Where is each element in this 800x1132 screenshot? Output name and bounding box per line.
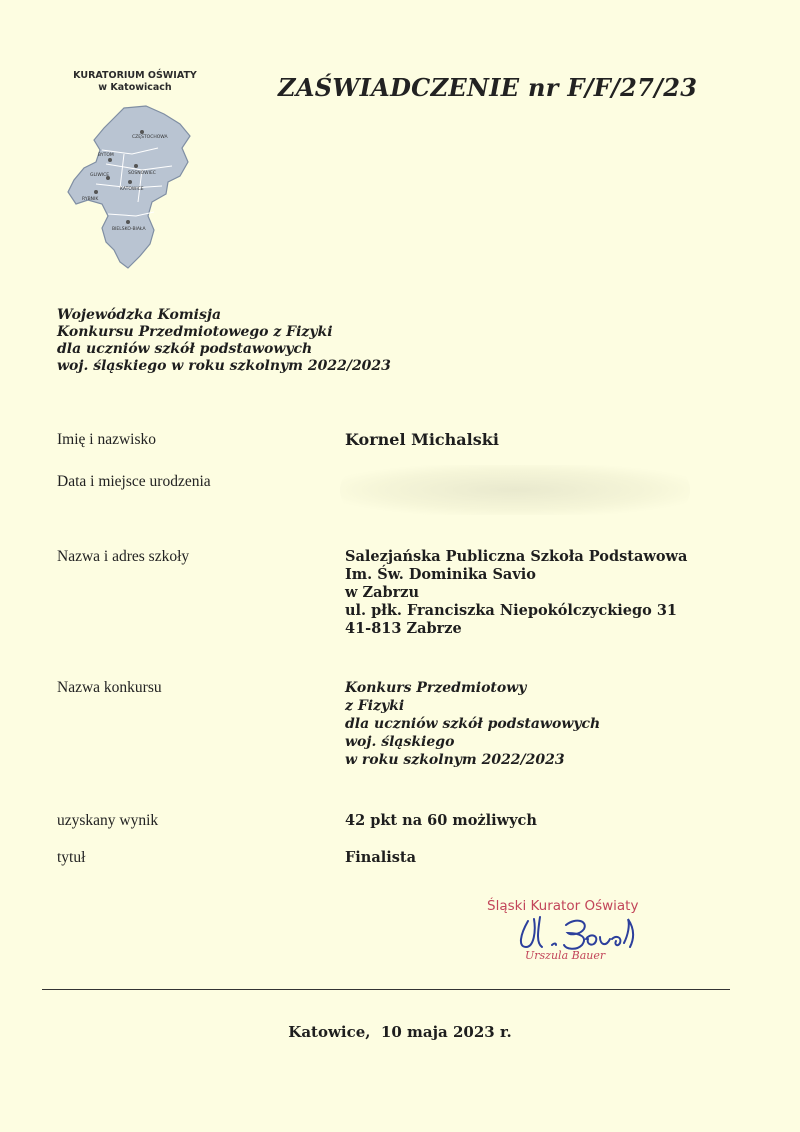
school-address bbox=[345, 548, 687, 638]
title-value: Finalista bbox=[345, 849, 417, 866]
commission-line: dla uczniów szkół podstawowych bbox=[57, 341, 313, 357]
name-value: Kornel Michalski bbox=[345, 430, 499, 449]
map-label-bytom: BYTOM bbox=[98, 153, 114, 158]
result-label: uzyskany wynik bbox=[57, 812, 159, 829]
commission-line: woj. śląskiego w roku szkolnym 2022/2023 bbox=[57, 358, 391, 374]
contest-line: w roku szkolnym 2022/2023 bbox=[345, 752, 565, 768]
school-line: w Zabrzu bbox=[345, 584, 420, 601]
institution-name-line2: w Katowicach bbox=[98, 82, 172, 93]
school-line: Salezjańska Publiczna Szkoła Podstawowa bbox=[345, 548, 688, 565]
contest-label: Nazwa konkursu bbox=[57, 679, 162, 696]
institution-name-line1: KURATORIUM OŚWIATY bbox=[73, 70, 197, 81]
school-line: ul. płk. Franciszka Niepokólczyckiego 31 bbox=[345, 602, 678, 619]
institution-logo-text bbox=[40, 70, 230, 94]
map-label-rybnik: RYBNIK bbox=[82, 197, 99, 202]
commission-line: Konkursu Przedmiotowego z Fizyki bbox=[57, 324, 333, 340]
commission-line: Wojewódzka Komisja bbox=[57, 307, 222, 323]
birth-label: Data i miejsce urodzenia bbox=[57, 473, 211, 490]
signature-role: Śląski Kurator Oświaty bbox=[487, 898, 639, 914]
school-line: Im. Św. Dominika Savio bbox=[345, 566, 536, 583]
map-label-sosnowiec: SOSNOWIEC bbox=[128, 171, 156, 176]
contest-line: dla uczniów szkół podstawowych bbox=[345, 716, 601, 732]
contest-line: z Fizyki bbox=[345, 698, 405, 714]
redacted-birth-value bbox=[340, 465, 690, 515]
silesia-map-logo bbox=[62, 104, 202, 274]
title-label: tytuł bbox=[57, 849, 86, 866]
school-line: 41-813 Zabrze bbox=[345, 620, 462, 637]
map-label-gliwice: GLIWICE bbox=[90, 173, 110, 178]
signatory-name: Urszula Bauer bbox=[525, 949, 606, 962]
contest-name bbox=[345, 679, 600, 769]
certificate-title: ZAŚWIADCZENIE nr F/F/27/23 bbox=[278, 73, 698, 102]
result-value: 42 pkt na 60 możliwych bbox=[345, 812, 537, 829]
name-label: Imię i nazwisko bbox=[57, 431, 157, 448]
place-and-date: Katowice, 10 maja 2023 r. bbox=[288, 1023, 512, 1041]
school-label: Nazwa i adres szkoły bbox=[57, 548, 190, 565]
commission-block bbox=[57, 307, 391, 375]
map-label-bielsko-biala: BIELSKO-BIAŁA bbox=[112, 227, 146, 232]
contest-line: woj. śląskiego bbox=[345, 734, 455, 750]
map-label-czestochowa: CZĘSTOCHOWA bbox=[132, 135, 168, 140]
map-label-katowice: KATOWICE bbox=[120, 187, 144, 192]
contest-line: Konkurs Przedmiotowy bbox=[345, 680, 527, 696]
divider-line bbox=[42, 989, 730, 990]
